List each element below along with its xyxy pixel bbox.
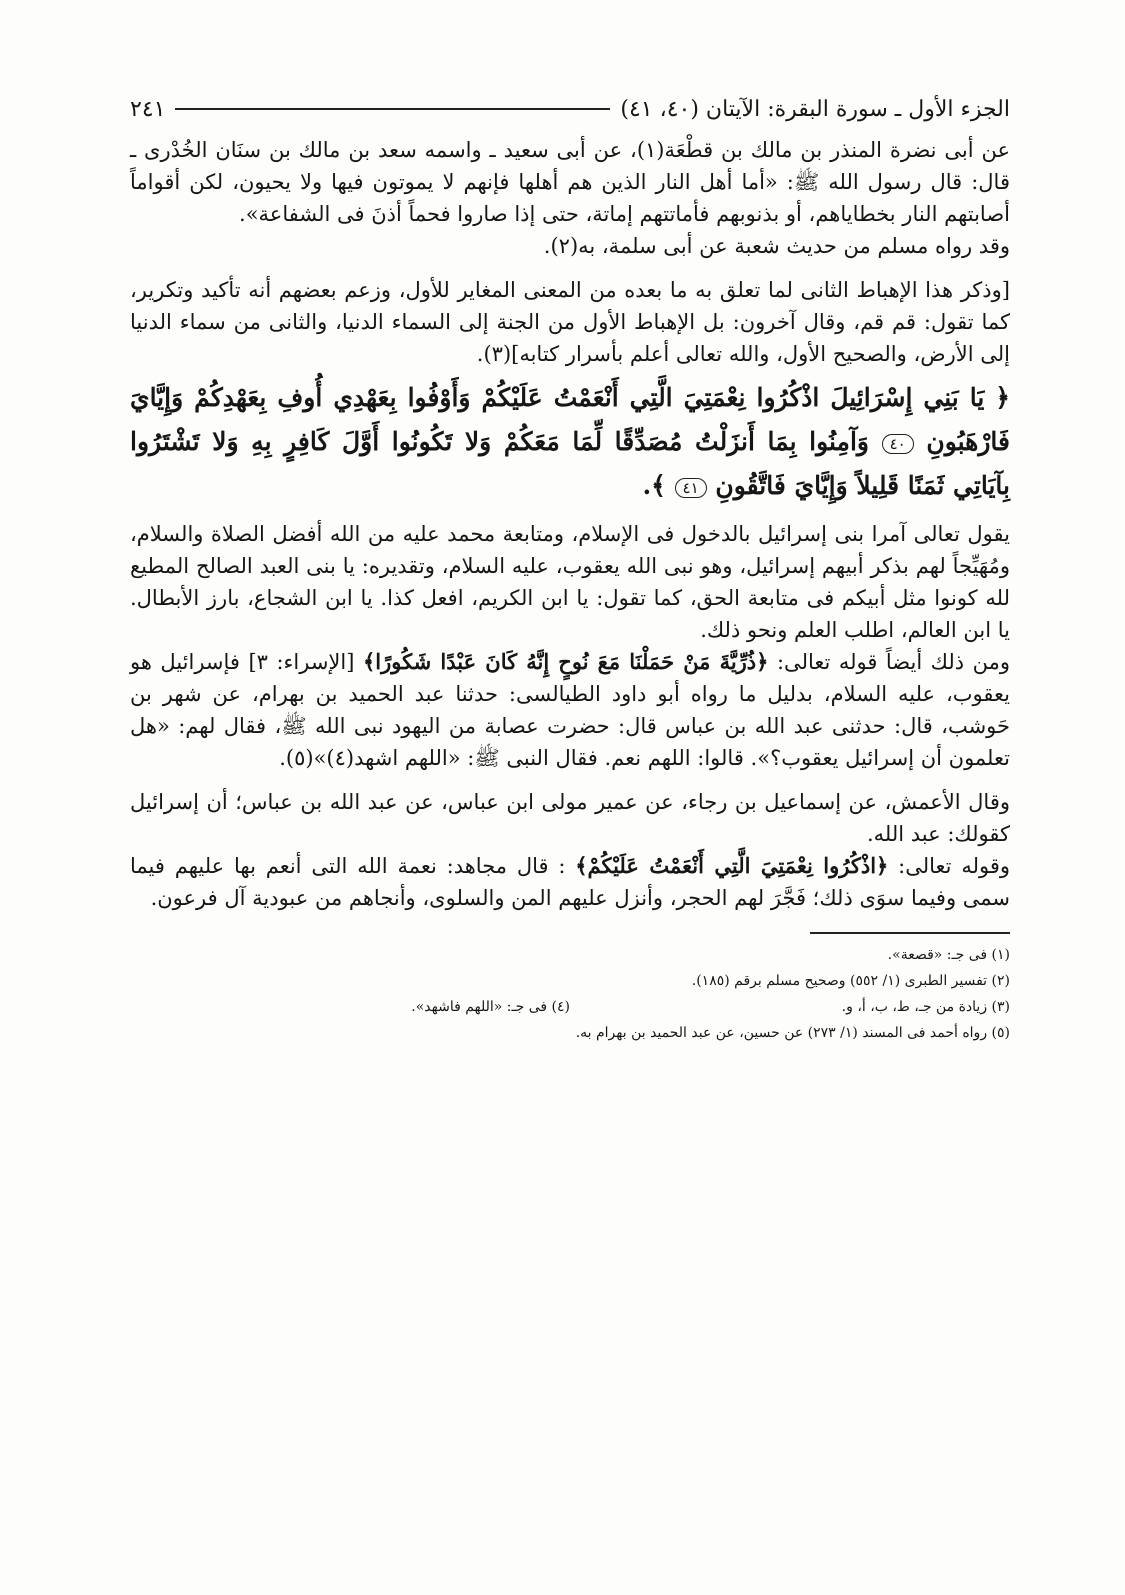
verse-number-41: ٤١ xyxy=(675,478,707,498)
book-page xyxy=(130,92,1010,1046)
paragraph-ihbat: [وذكر هذا الإهباط الثانى لما تعلق به ما بعده من المعنى المغاير للأول، وزعم بعضهم أنه تأكيد وتكرير، كما تقول: قم قم، وقال آخرون: بل الإهباط الأول من الجنة إلى السماء الدنيا، والثانى من سماء الدنيا إلى الأرض، والصحيح الأول، والله تعالى أعلم بأسرار كتابه](٣). xyxy=(130,278,1010,366)
verse-text-40: ﴿ يَا بَنِي إِسْرَائِيلَ اذْكُرُوا نِعْمَتِيَ الَّتِي أَنْعَمْتُ عَلَيْكُمْ وَأَوْفُوا بِعَهْدِي أُوفِ بِعَهْدِكُمْ وَإِيَّايَ فَارْهَبُونِ xyxy=(130,383,1010,456)
quran-verse-block xyxy=(130,376,1010,508)
footnote-3: (٣) زيادة من جـ، ط، ب، أ، و. xyxy=(841,999,1010,1015)
p7-body: : قال مجاهد: نعمة الله التى أنعم بها عليهم فيما سمى وفيما سوَى ذلك؛ فَجَّرَ لهم الحجر، وأنزل عليهم المن والسلوى، وأنجاهم من عبودية آل فرعون. xyxy=(130,854,1010,910)
verse-number-40: ٤٠ xyxy=(882,434,914,454)
footnote-row-3-4 xyxy=(130,994,1010,1020)
p5-intro: ومن ذلك أيضاً قوله تعالى: xyxy=(776,650,1010,674)
paragraph-israil xyxy=(130,646,1010,774)
footnote-rule xyxy=(810,932,1010,934)
p7-quote: ﴿اذْكُرُوا نِعْمَتِيَ الَّتِي أَنْعَمْتُ عَلَيْكُمْ﴾ xyxy=(575,853,889,878)
paragraph-amash: وقال الأعمش، عن إسماعيل بن رجاء، عن عمير مولى ابن عباس، عن عبد الله بن عباس؛ أن إسرائيل كقولك: عبد الله. xyxy=(130,790,1010,846)
header-title: الجزء الأول ـ سورة البقرة: الآيتان (٤٠، ٤١) xyxy=(620,96,1010,122)
running-header xyxy=(130,92,1010,126)
paragraph-hadith: عن أبى نضرة المنذر بن مالك بن قطْعَة(١)، عن أبى سعيد ـ واسمه سعد بن مالك بن سنَان الخُدْرى ـ قال: قال رسول الله ﷺ: «أما أهل النار الذين هم أهلها فإنهم لا يموتون فيها ولا يحيون، لكن أقواماً أصابتهم النار بخطاياهم، أو بذنوبهم فأماتتهم إماتة، حتى إذا صاروا فحماً أذنَ فى الشفاعة». xyxy=(130,138,1010,226)
verse-text-41: وَآمِنُوا بِمَا أَنزَلْتُ مُصَدِّقًا لِّمَا مَعَكُمْ وَلا تَكُونُوا أَوَّلَ كَافِرٍ بِهِ وَلا تَشْتَرُوا بِآيَاتِي ثَمَنًا قَلِيلاً وَإِيَّايَ فَاتَّقُونِ xyxy=(130,427,1010,500)
header-rule xyxy=(175,108,610,110)
p5-quote: ﴿ذُرِّيَّةَ مَنْ حَمَلْنَا مَعَ نُوحٍ إِنَّهُ كَانَ عَبْدًا شَكُورًا﴾ xyxy=(362,649,769,674)
footnote-4: (٤) فى جـ: «اللهم فاشهد». xyxy=(411,999,570,1015)
footnote-2: (٢) تفسير الطبرى (١/ ٥٥٢) وصحيح مسلم برقم (١٨٥). xyxy=(691,973,1010,989)
paragraph-muslim: وقد رواه مسلم من حديث شعبة عن أبى سلمة، به(٢). xyxy=(543,234,1010,258)
footnote-5: (٥) رواه أحمد فى المسند (١/ ٢٧٣) عن حسين، عن عبد الحميد بن بهرام به. xyxy=(575,1025,1010,1041)
verse-end-bracket: ﴾. xyxy=(642,471,666,500)
paragraph-commentary: يقول تعالى آمرا بنى إسرائيل بالدخول فى الإسلام، ومتابعة محمد عليه من الله أفضل الصلاة والسلام، ومُهَيِّجاً لهم بذكر أبيهم إسرائيل، وهو نبى الله يعقوب، عليه السلام، وتقديره: يا بنى العبد الصالح المطيع لله كونوا مثل أبيكم فى متابعة الحق، كما تقول: يا ابن الكريم، افعل كذا. يا ابن الشجاع، بارز الأبطال. يا ابن العالم، اطلب العلم ونحو ذلك. xyxy=(130,522,1010,642)
page-number: ٢٤١ xyxy=(130,96,166,122)
footnote-1: (١) فى جـ: «قصعة». xyxy=(887,947,1010,963)
paragraph-mujahid xyxy=(130,850,1010,914)
p5-body: [الإسراء: ٣] فإسرائيل هو يعقوب، عليه السلام، بدليل ما رواه أبو داود الطيالسى: حدثنا عبد الحميد بن بهرام، عن شهر بن حَوشب، قال: حدثنى عبد الله بن عباس قال: حضرت عصابة من اليهود نبى الله ﷺ، فقال لهم: «هل تعلمون أن إسرائيل يعقوب؟». قالوا: اللهم نعم. فقال النبى ﷺ: «اللهم اشهد(٤)»(٥). xyxy=(130,650,1010,770)
p7-intro: وقوله تعالى: xyxy=(898,854,1010,878)
